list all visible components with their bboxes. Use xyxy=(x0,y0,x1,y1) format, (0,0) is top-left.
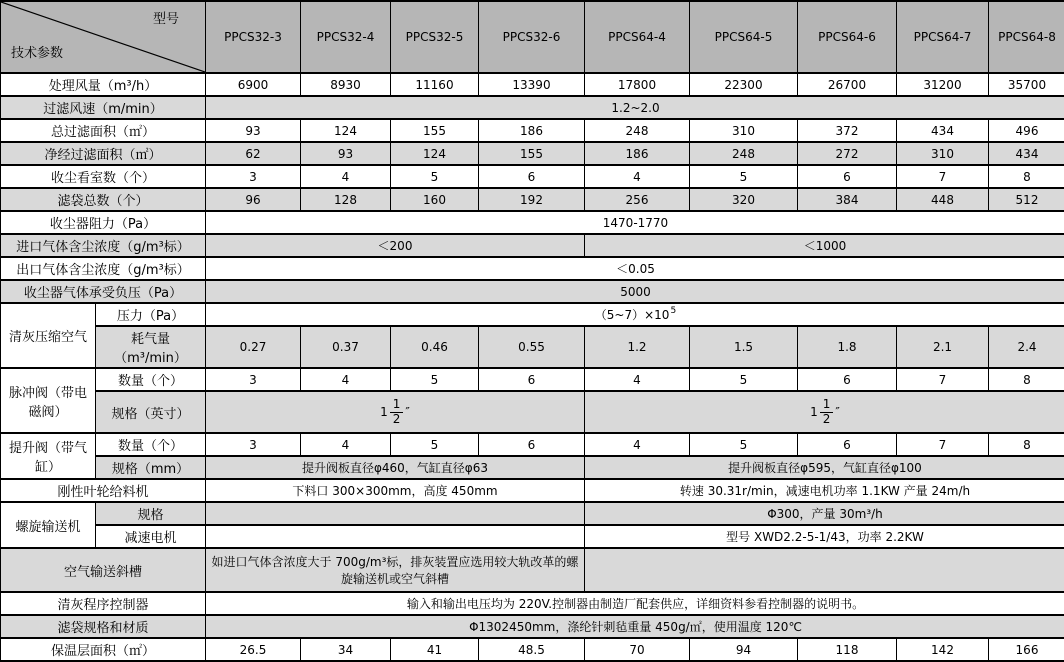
sub-label: 数量（个） xyxy=(96,433,206,456)
data-cell: 0.46 xyxy=(391,326,479,368)
data-cell: 0.27 xyxy=(206,326,301,368)
data-cell: 384 xyxy=(798,188,897,211)
data-cell: 166 xyxy=(989,638,1064,661)
data-cell: 1.5 xyxy=(690,326,798,368)
data-cell: 96 xyxy=(206,188,301,211)
data-cell: 48.5 xyxy=(479,638,585,661)
data-cell: 17800 xyxy=(585,73,690,96)
row-label: 清灰程序控制器 xyxy=(1,592,206,615)
data-cell: 248 xyxy=(585,119,690,142)
data-cell: 2.1 xyxy=(897,326,989,368)
data-cell: 310 xyxy=(897,142,989,165)
row-label: 收尘器气体承受负压（Pa） xyxy=(1,280,206,303)
table-row xyxy=(1,638,1064,661)
table-row xyxy=(1,119,1064,142)
sub-label: 规格（mm） xyxy=(96,456,206,479)
model-header: PPCS64-6 xyxy=(798,1,897,73)
table-row xyxy=(1,96,1064,119)
data-cell: 128 xyxy=(301,188,391,211)
model-header: PPCS32-4 xyxy=(301,1,391,73)
data-cell: 256 xyxy=(585,188,690,211)
data-cell: 4 xyxy=(301,368,391,391)
data-cell: 7 xyxy=(897,368,989,391)
group-label: 提升阀（带气缸） xyxy=(1,433,96,479)
data-cell xyxy=(206,303,1064,326)
data-cell: 7 xyxy=(897,165,989,188)
data-cell: 62 xyxy=(206,142,301,165)
table-row xyxy=(1,502,1064,525)
data-cell: 4 xyxy=(585,433,690,456)
inch-fraction xyxy=(380,398,410,427)
power-exponent: 5 xyxy=(670,306,676,316)
data-cell xyxy=(206,525,585,548)
fraction-numerator: 1 xyxy=(390,398,404,413)
table-row xyxy=(1,257,1064,280)
data-cell xyxy=(585,548,1064,592)
fraction-stack xyxy=(390,398,404,427)
table-row xyxy=(1,456,1064,479)
data-cell: 1.2 xyxy=(585,326,690,368)
data-cell: 124 xyxy=(301,119,391,142)
data-cell xyxy=(585,391,1064,433)
data-cell: 8 xyxy=(989,165,1064,188)
corner-cell xyxy=(1,1,206,73)
table-row xyxy=(1,280,1064,303)
inch-mark: ″ xyxy=(405,406,409,418)
fraction-whole: 1 xyxy=(810,406,818,418)
data-cell: 6 xyxy=(479,165,585,188)
data-cell: 5 xyxy=(690,165,798,188)
data-cell: 4 xyxy=(301,165,391,188)
data-cell: 310 xyxy=(690,119,798,142)
inch-mark: ″ xyxy=(835,406,839,418)
data-cell: 7 xyxy=(897,433,989,456)
sub-label: 规格（英寸） xyxy=(96,391,206,433)
table-row xyxy=(1,165,1064,188)
corner-param-label: 技术参数 xyxy=(11,42,63,61)
data-cell: 155 xyxy=(479,142,585,165)
data-cell: 6 xyxy=(798,368,897,391)
data-cell: 26700 xyxy=(798,73,897,96)
data-cell: 1.2~2.0 xyxy=(206,96,1064,119)
table-row xyxy=(1,326,1064,368)
data-cell: 496 xyxy=(989,119,1064,142)
group-label: 脉冲阀（带电磁阀） xyxy=(1,368,96,433)
data-cell: 6 xyxy=(479,433,585,456)
row-label: 保温层面积（㎡） xyxy=(1,638,206,661)
row-label: 滤袋规格和材质 xyxy=(1,615,206,638)
fraction-stack xyxy=(820,398,834,427)
data-cell: 70 xyxy=(585,638,690,661)
data-cell: 22300 xyxy=(690,73,798,96)
row-label: 收尘看室数（个） xyxy=(1,165,206,188)
data-cell: 11160 xyxy=(391,73,479,96)
data-cell: 3 xyxy=(206,368,301,391)
model-header: PPCS32-5 xyxy=(391,1,479,73)
data-cell: 94 xyxy=(690,638,798,661)
data-cell: 142 xyxy=(897,638,989,661)
data-cell: 转速 30.31r/min，减速电机功率 1.1KW 产量 24m/h xyxy=(585,479,1064,502)
table-row xyxy=(1,391,1064,433)
data-cell: 提升阀板直径φ595，气缸直径φ100 xyxy=(585,456,1064,479)
data-cell: 0.37 xyxy=(301,326,391,368)
data-cell: 186 xyxy=(585,142,690,165)
model-header: PPCS32-6 xyxy=(479,1,585,73)
fraction-denominator: 2 xyxy=(390,413,404,427)
data-cell: 3 xyxy=(206,433,301,456)
data-cell: 5 xyxy=(690,433,798,456)
data-cell: 8 xyxy=(989,433,1064,456)
row-label: 出口气体含尘浓度（g/m³标） xyxy=(1,257,206,280)
data-cell: 372 xyxy=(798,119,897,142)
data-cell xyxy=(206,502,585,525)
inch-fraction xyxy=(810,398,840,427)
row-label: 刚性叶轮给料机 xyxy=(1,479,206,502)
data-cell: 93 xyxy=(301,142,391,165)
table-row xyxy=(1,188,1064,211)
data-cell: 35700 xyxy=(989,73,1064,96)
table-row xyxy=(1,592,1064,615)
row-label: 滤袋总数（个） xyxy=(1,188,206,211)
data-cell: ＜200 xyxy=(206,234,585,257)
fraction-whole: 1 xyxy=(380,406,388,418)
row-label: 进口气体含尘浓度（g/m³标） xyxy=(1,234,206,257)
data-cell: 4 xyxy=(585,165,690,188)
data-cell: 434 xyxy=(989,142,1064,165)
data-cell: 8 xyxy=(989,368,1064,391)
data-cell: 5000 xyxy=(206,280,1064,303)
data-cell: 272 xyxy=(798,142,897,165)
data-cell: 6900 xyxy=(206,73,301,96)
sub-label: 减速电机 xyxy=(96,525,206,548)
sub-label: 耗气量（m³/min） xyxy=(96,326,206,368)
data-cell: 320 xyxy=(690,188,798,211)
table-row xyxy=(1,615,1064,638)
data-cell: 41 xyxy=(391,638,479,661)
data-cell: 31200 xyxy=(897,73,989,96)
data-cell: 5 xyxy=(391,433,479,456)
table-row xyxy=(1,368,1064,391)
data-cell: 248 xyxy=(690,142,798,165)
table-row xyxy=(1,303,1064,326)
data-cell: 160 xyxy=(391,188,479,211)
data-cell: 6 xyxy=(798,165,897,188)
data-cell xyxy=(206,391,585,433)
data-cell: 4 xyxy=(301,433,391,456)
group-label: 清灰压缩空气 xyxy=(1,303,96,368)
table-row xyxy=(1,211,1064,234)
model-header: PPCS64-4 xyxy=(585,1,690,73)
data-cell: 5 xyxy=(391,368,479,391)
data-cell: 如进口气体含浓度大于 700g/m³标，排灰装置应选用较大轨改革的螺旋输送机或空气斜槽 xyxy=(206,548,585,592)
table-row xyxy=(1,525,1064,548)
sub-label: 压力（Pa） xyxy=(96,303,206,326)
sub-label: 规格 xyxy=(96,502,206,525)
data-cell: 448 xyxy=(897,188,989,211)
data-cell: 512 xyxy=(989,188,1064,211)
table-row xyxy=(1,548,1064,592)
data-cell: 186 xyxy=(479,119,585,142)
row-label: 总过滤面积（㎡） xyxy=(1,119,206,142)
corner-model-label: 型号 xyxy=(153,8,179,27)
model-header: PPCS64-7 xyxy=(897,1,989,73)
data-cell: 93 xyxy=(206,119,301,142)
table-row xyxy=(1,433,1064,456)
data-cell: 提升阀板直径φ460，气缸直径φ63 xyxy=(206,456,585,479)
row-label: 收尘器阻力（Pa） xyxy=(1,211,206,234)
data-cell: 192 xyxy=(479,188,585,211)
data-cell: 2.4 xyxy=(989,326,1064,368)
table-row xyxy=(1,234,1064,257)
row-label: 过滤风速（m/min） xyxy=(1,96,206,119)
data-cell: 1470-1770 xyxy=(206,211,1064,234)
data-cell: 4 xyxy=(585,368,690,391)
sub-label: 数量（个） xyxy=(96,368,206,391)
model-header: PPCS64-5 xyxy=(690,1,798,73)
data-cell: 3 xyxy=(206,165,301,188)
data-cell: 434 xyxy=(897,119,989,142)
data-cell: 0.55 xyxy=(479,326,585,368)
data-cell: 13390 xyxy=(479,73,585,96)
model-header: PPCS32-3 xyxy=(206,1,301,73)
data-cell: 输入和输出电压均为 220V.控制器由制造厂配套供应，详细资料参看控制器的说明书。 xyxy=(206,592,1064,615)
model-header: PPCS64-8 xyxy=(989,1,1064,73)
fraction-denominator: 2 xyxy=(820,413,834,427)
data-cell: 118 xyxy=(798,638,897,661)
data-cell: 26.5 xyxy=(206,638,301,661)
data-cell: 下料口 300×300mm，高度 450mm xyxy=(206,479,585,502)
power-base: （5~7）×10 xyxy=(595,308,670,322)
data-cell: 8930 xyxy=(301,73,391,96)
row-label: 处理风量（m³/h） xyxy=(1,73,206,96)
data-cell: ＜1000 xyxy=(585,234,1064,257)
row-label: 空气输送斜槽 xyxy=(1,548,206,592)
data-cell: 型号 XWD2.2-5-1/43，功率 2.2KW xyxy=(585,525,1064,548)
data-cell: ＜0.05 xyxy=(206,257,1064,280)
data-cell: Φ300，产量 30m³/h xyxy=(585,502,1064,525)
data-cell: 124 xyxy=(391,142,479,165)
data-cell: 1.8 xyxy=(798,326,897,368)
table-row xyxy=(1,73,1064,96)
data-cell: 6 xyxy=(479,368,585,391)
row-label: 净经过滤面积（㎡） xyxy=(1,142,206,165)
data-cell: 155 xyxy=(391,119,479,142)
group-label: 螺旋输送机 xyxy=(1,502,96,548)
fraction-numerator: 1 xyxy=(820,398,834,413)
table-row xyxy=(1,142,1064,165)
table-row xyxy=(1,479,1064,502)
data-cell: 6 xyxy=(798,433,897,456)
data-cell: 5 xyxy=(690,368,798,391)
header-row xyxy=(1,1,1064,73)
data-cell: 34 xyxy=(301,638,391,661)
data-cell: Φ1302450mm，涤纶针刺毡重量 450g/㎡，使用温度 120℃ xyxy=(206,615,1064,638)
data-cell: 5 xyxy=(391,165,479,188)
